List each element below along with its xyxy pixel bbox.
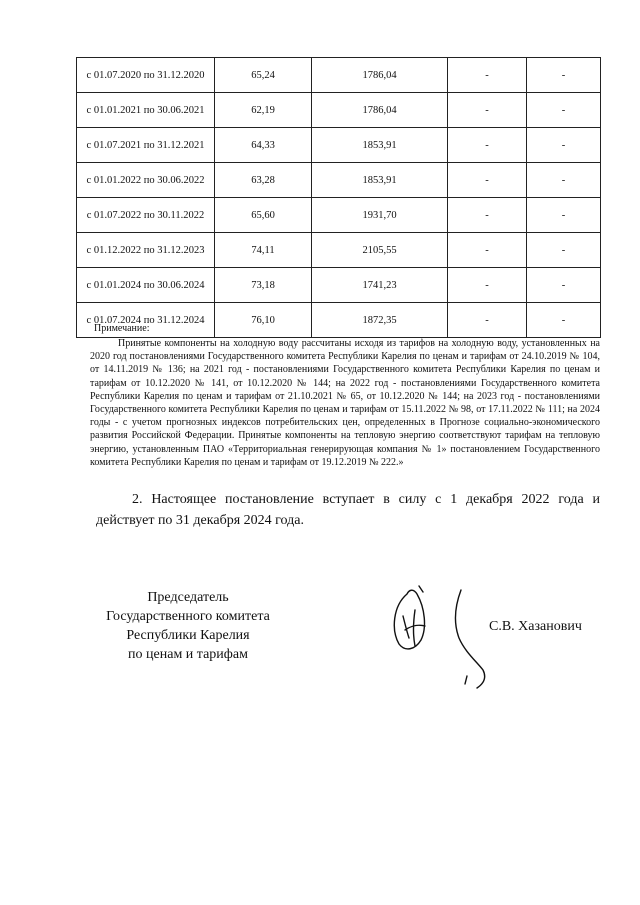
position-line: Председатель (147, 590, 229, 605)
thermal-energy-cell: 1853,91 (312, 163, 448, 198)
signer-name: С.В. Хазанович (489, 619, 582, 634)
period-cell: с 01.01.2024 по 30.06.2024 (77, 268, 215, 303)
empty-cell: - (448, 303, 527, 338)
empty-cell: - (448, 93, 527, 128)
cold-water-cell: 74,11 (215, 233, 312, 268)
note-title: Примечание: (94, 323, 150, 334)
empty-cell: - (448, 58, 527, 93)
thermal-energy-cell: 1786,04 (312, 58, 448, 93)
position-line: по ценам и тарифам (128, 647, 248, 662)
cold-water-cell: 65,24 (215, 58, 312, 93)
cold-water-cell: 76,10 (215, 303, 312, 338)
empty-cell: - (527, 93, 601, 128)
empty-cell: - (448, 268, 527, 303)
period-cell: с 01.07.2022 по 30.11.2022 (77, 198, 215, 233)
thermal-energy-cell: 1931,70 (312, 198, 448, 233)
period-cell: с 01.07.2020 по 31.12.2020 (77, 58, 215, 93)
empty-cell: - (527, 268, 601, 303)
thermal-energy-cell: 1853,91 (312, 128, 448, 163)
table-row (77, 128, 601, 163)
empty-cell: - (448, 233, 527, 268)
period-cell: с 01.01.2022 по 30.06.2022 (77, 163, 215, 198)
thermal-energy-cell: 1872,35 (312, 303, 448, 338)
empty-cell: - (448, 163, 527, 198)
empty-cell: - (527, 58, 601, 93)
empty-cell: - (527, 163, 601, 198)
cold-water-cell: 65,60 (215, 198, 312, 233)
empty-cell: - (527, 303, 601, 338)
note-body: Принятые компоненты на холодную воду рассчитаны исходя из тарифов на холодную воду, установленных на 2020 год постановлениями Государственного комитета Республики Карелия по ценам и тарифам от 24.10.2019 № 104, от 14.11.2019 № 136; на 2021 год - постановлениями Государственного комитета Республики Карелия по ценам и тарифам от 10.12.2020 № 141, от 10.12.2020 № 144; на 2022 год - постановлениями Государственного комитета Республики Карелия по ценам и тарифам от 21.10.2021 № 65, от 10.12.2020 № 144; на 2023 год - постановлениями Государственного комитета Республики Карелия по ценам и тарифам от 15.11.2022 № 98, от 17.11.2022 № 111; на 2024 годы - с учетом прогнозных индексов потребительских цен, определенных в Прогнозе социально-экономического развития Российской Федерации. Принятые компоненты на тепловую энергию соответствуют тарифам на тепловую энергию, установленным ПАО «Территориальная генерирующая компания № 1» постановлением Государственного комитета Республики Карелия по ценам и тарифам от 19.12.2019 № 222.» (90, 338, 600, 468)
tariff-table (76, 57, 601, 338)
empty-cell: - (527, 233, 601, 268)
empty-cell: - (448, 128, 527, 163)
period-cell: с 01.12.2022 по 31.12.2023 (77, 233, 215, 268)
position-line: Государственного комитета (106, 609, 270, 624)
signatory-position (88, 588, 288, 664)
cold-water-cell: 73,18 (215, 268, 312, 303)
table-row (77, 93, 601, 128)
period-cell: с 01.07.2024 по 31.12.2024 (77, 303, 215, 338)
table-row (77, 303, 601, 338)
table-row (77, 268, 601, 303)
cold-water-cell: 63,28 (215, 163, 312, 198)
table-row (77, 233, 601, 268)
empty-cell: - (527, 198, 601, 233)
empty-cell: - (448, 198, 527, 233)
period-cell: с 01.07.2021 по 31.12.2021 (77, 128, 215, 163)
period-cell: с 01.01.2021 по 30.06.2021 (77, 93, 215, 128)
thermal-energy-cell: 1786,04 (312, 93, 448, 128)
table-row (77, 58, 601, 93)
thermal-energy-cell: 1741,23 (312, 268, 448, 303)
cold-water-cell: 64,33 (215, 128, 312, 163)
table-row (77, 198, 601, 233)
thermal-energy-cell: 2105,55 (312, 233, 448, 268)
table-row (77, 163, 601, 198)
cold-water-cell: 62,19 (215, 93, 312, 128)
handwritten-signature (385, 580, 500, 692)
empty-cell: - (527, 128, 601, 163)
effective-date-clause: 2. Настоящее постановление вступает в силу с 1 декабря 2022 года и действует по 31 декабря 2024 года. (96, 492, 600, 528)
position-line: Республики Карелия (126, 628, 250, 643)
